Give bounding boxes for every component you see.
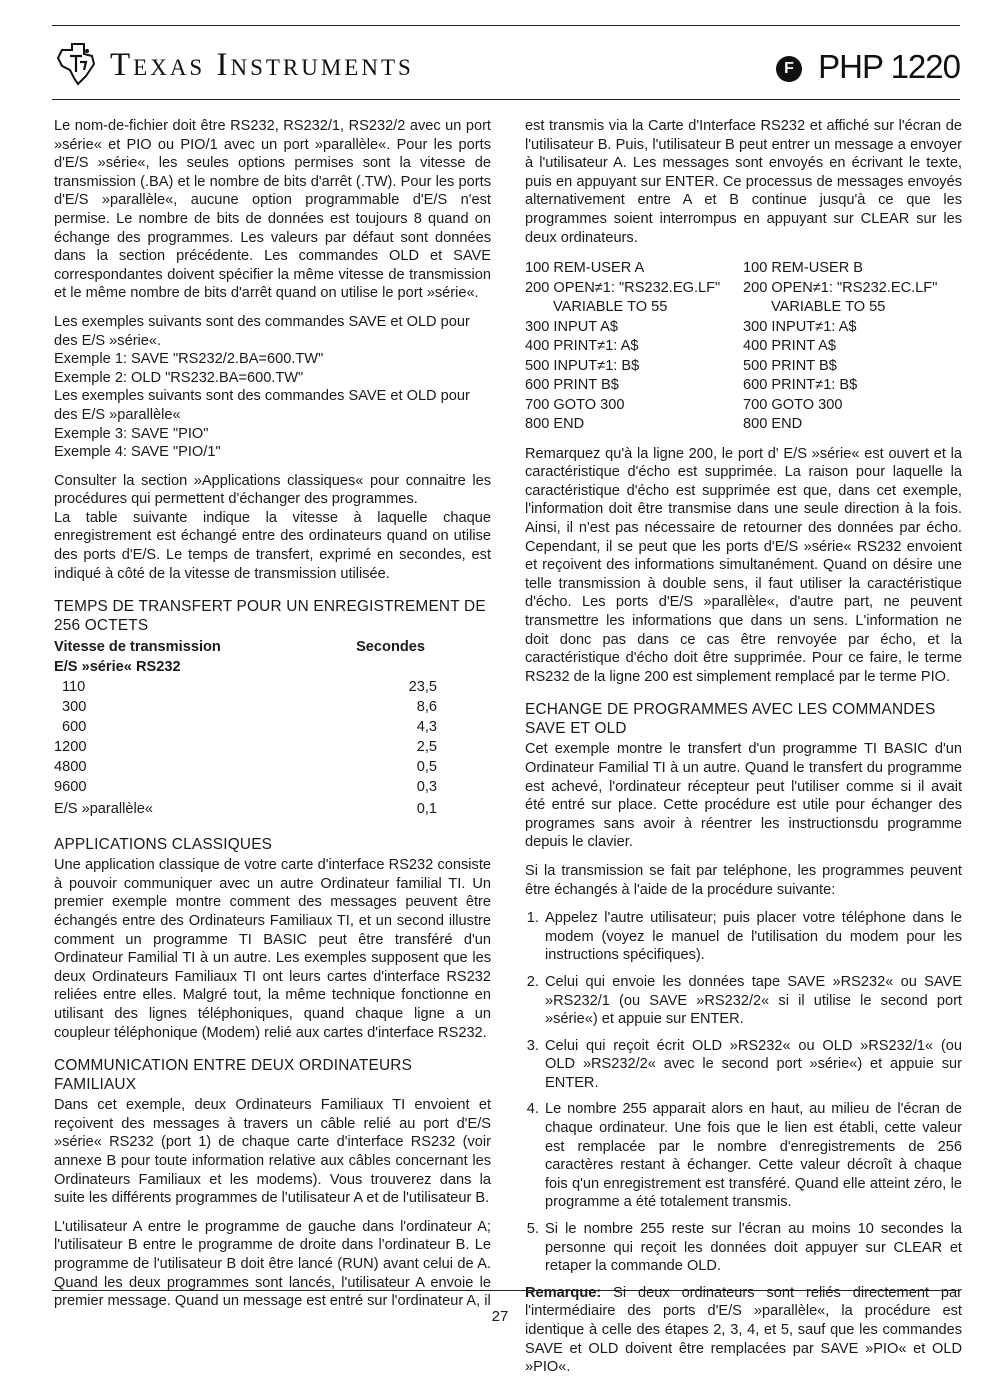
header-rule bbox=[52, 99, 960, 100]
table-cell: 1200 bbox=[54, 738, 87, 755]
example-line: Exemple 1: SAVE "RS232/2.BA=600.TW" bbox=[54, 351, 324, 368]
example-line: Exemple 2: OLD "RS232.BA=600.TW" bbox=[54, 369, 304, 386]
brand-name: Texas Instruments bbox=[110, 47, 414, 83]
program-a-line: VARIABLE TO 55 bbox=[553, 299, 668, 316]
table-cell: 110 bbox=[62, 678, 86, 695]
program-a-line: 200 OPEN≠1: "RS232.EG.LF" bbox=[525, 279, 721, 296]
table-cell: E/S »parallèle« bbox=[54, 800, 153, 817]
paragraph: Consulter la section »Applications classiques« pour connaitre les procédures qui permettent d'échanger des programmes. bbox=[54, 472, 491, 508]
paragraph: Remarquez qu'à la ligne 200, le port d' E/S »série« est ouvert et la caractéristique d'écho est supprimée. La raison pour laquelle la caractéristique d'écho est supprimée est que, dans cet exemple, l'information doit être transmise dans une seule direction à la fois. Ainsi, il n'est pas nécessaire de retourner des données par écho. Cependant, il se peut que les ports d'E/S »série« RS232 envoient et reçoivent des informations simultanément. Quand on désire une telle transmission à double sens, il faut utiliser la caractéristique d'écho. Les ports d'E/S »parallèle«, d'autre part, ne peuvent transmettre les informations que dans un sens. L'information ne doit donc pas dans ce cas être renvoyée par écho, et la caractéristique d'écho doit être supprimée. Pour ce faire, le terme RS232 de la ligne 200 est simplement remplacé par le terme PIO. bbox=[525, 445, 962, 685]
paragraph: Une application classique de votre carte d'interface RS232 consiste à pouvoir communiquer avec un autre Ordinateur familial TI. Un premier exemple montre comment des messages peuvent être échangés entre des Ordinateurs Familiaux TI, et un second illustre comment un programme TI BASIC peut être transféré d'un Ordinateur Familial TI à un autre. Les exemples supposent que les deux Ordinateurs Familiaux TI ont leurs cartes d'interface RS232 reliées entre elles. Malgré tout, la même technique fonctionne en utilisant des lignes téléphoniques, quand chaque ligne a un coupleur téléphonique (Modem) relié aux cartes d'interface RS232. bbox=[54, 857, 491, 1041]
list-item: 5. Si le nombre 255 reste sur l'écran au moins 10 secondes la personne qui reçoit les données doit appuyer sur CLEAR et retaper la commande OLD. bbox=[543, 1220, 962, 1276]
program-a-line: 100 REM-USER A bbox=[525, 260, 645, 277]
program-a-line: 400 PRINT≠1: A$ bbox=[525, 338, 639, 355]
list-item: 4. Le nombre 255 apparait alors en haut, au milieu de l'écran de chaque ordinateur. Une fois que le lien est établi, cette valeur est remplacée par le nombre d'enregistrements de 256 caractères restant à échanger. Cette valeur décroît à chaque fois q'un enregistrement est transféré. Quand elle atteint zéro, le programme a été totalement transmis. bbox=[543, 1100, 962, 1212]
right-column bbox=[525, 117, 962, 1387]
program-b-line: 300 INPUT≠1: A$ bbox=[743, 318, 857, 335]
ti-logo-icon bbox=[56, 42, 98, 86]
section-heading: APPLICATIONS CLASSIQUES bbox=[54, 836, 273, 854]
paragraph: Les exemples suivants sont des commandes SAVE et OLD pour des E/S »série«. bbox=[54, 313, 470, 349]
remark-paragraph bbox=[525, 1284, 962, 1377]
paragraph: Le nom-de-fichier doit être RS232, RS232/1, RS232/2 avec un port »série« et PIO ou PIO/1 avec un port »parallèle«. Pour les ports d'E/S »série«, les seules options permises sont la vitesse de transmission (.BA) et le nombre de bits d'arrêt (.TW). Pour les ports d'E/S »parallèle«, aucune option programmable d'E/S n'est permise. Le nombre de bits de données est toujours 8 quand on échange des programmes. Les valeurs par défaut sont données dans la section précédente. Les commandes OLD et SAVE correspondantes doivent spécifier la même vitesse de transmission et le même nombre de bits d'arrêt quand on utilise le port »série«. bbox=[54, 118, 491, 302]
list-item: 3. Celui qui reçoit écrit OLD »RS232« ou OLD »RS232/1« (ou OLD »RS232/2« avec le second port »série«) et appuie sur ENTER. bbox=[543, 1037, 962, 1093]
language-badge: F bbox=[776, 56, 802, 82]
paragraph: Cet exemple montre le transfert d'un programme TI BASIC d'un Ordinateur Familial TI à un autre. Quand le transfert du programme est achevé, l'ordinateur récepteur peut l'utiliser comme si il avait été entré sur place. Cette procédure est utile pour échanger des programes sans avoir à réentrer les instructionsdu programme depuis le clavier. bbox=[525, 741, 962, 851]
program-b-line: 500 PRINT B$ bbox=[743, 357, 837, 374]
section-heading: ECHANGE DE PROGRAMMES AVEC LES COMMANDES SAVE ET OLD bbox=[525, 701, 936, 738]
table-subheader: E/S »série« RS232 bbox=[54, 658, 181, 675]
paragraph: Les exemples suivants sont des commandes SAVE et OLD pour des E/S »parallèle« bbox=[54, 388, 470, 423]
program-a-line: 600 PRINT B$ bbox=[525, 377, 619, 394]
table-cell: 23,5 bbox=[408, 678, 437, 695]
table-cell: 9600 bbox=[54, 778, 87, 795]
paragraph: L'utilisateur A entre le programme de gauche dans l'ordinateur A; l'utilisateur B entre le programme de droite dans l'ordinateur B. Le programme de l'utilisateur B doit être lancé (RUN) avant celui de A. Quand les deux programmes sont lancés, l'utilisateur A envoie le premier message. Quand un message est entré sur l'ordinateur A, il bbox=[54, 1218, 491, 1310]
table-row bbox=[54, 797, 491, 821]
table-cell: 4,3 bbox=[416, 718, 437, 735]
table-cell: 600 bbox=[62, 718, 87, 735]
program-a-line: 800 END bbox=[525, 416, 585, 433]
table-row bbox=[54, 697, 491, 717]
table-row bbox=[54, 777, 491, 797]
program-b-line: 600 PRINT≠1: B$ bbox=[743, 377, 858, 394]
program-a-line: 500 INPUT≠1: B$ bbox=[525, 357, 640, 374]
footer-rule bbox=[52, 1290, 960, 1291]
paragraph: Dans cet exemple, deux Ordinateurs Familiaux TI envoient et reçoivent des messages à travers un câble relié au port d'E/S »série« RS232 (port 1) de chaque carte d'interface RS232 (voir annexe B pour toute information relative aux câbles concernant les Ordinateurs Familiaux et les modems). Vous trouverez dans la suite les différents programmes de l'utilisateur A et de l'utilisateur B. bbox=[54, 1097, 491, 1207]
table-cell: 0,1 bbox=[416, 800, 437, 817]
table-row bbox=[54, 717, 491, 737]
table-header: Vitesse de transmission bbox=[54, 638, 221, 655]
program-b-line: 200 OPEN≠1: "RS232.EC.LF" bbox=[743, 279, 938, 296]
remark-text: Si deux ordinateurs sont reliés directement par l'intermédiaire des ports d'E/S »parallèle«, la procédure est identique à celle des étapes 2, 3, 4, et 5, sauf que les commandes SAVE et OLD doivent être remplacées par SAVE »PIO« et OLD »PIO«. bbox=[525, 1284, 962, 1376]
table-row bbox=[54, 677, 491, 697]
program-b-line: 100 REM-USER B bbox=[743, 260, 864, 277]
table-cell: 0,3 bbox=[416, 778, 437, 795]
procedure-steps bbox=[525, 909, 962, 1276]
section-heading: TEMPS DE TRANSFERT POUR UN ENREGISTREMENT DE 256 OCTETS bbox=[54, 598, 486, 635]
program-b-line: 800 END bbox=[743, 416, 803, 433]
model-number: PHP 1220 bbox=[818, 48, 960, 85]
table-cell: 8,6 bbox=[416, 698, 437, 715]
program-b-line: VARIABLE TO 55 bbox=[771, 299, 886, 316]
example-line: Exemple 4: SAVE "PIO/1" bbox=[54, 444, 221, 461]
list-item: 2. Celui qui envoie les données tape SAVE »RS232« ou SAVE »RS232/1 (ou SAVE »RS232/2« si il utilise le second port »série«) et appuie sur ENTER. bbox=[543, 973, 962, 1029]
list-item: 1. Appelez l'autre utilisateur; puis placer votre téléphone dans le modem (voyez le manuel de l'utilisation du modem pour les instructions spécifiques). bbox=[543, 909, 962, 965]
table-cell: 0,5 bbox=[416, 758, 437, 775]
left-column bbox=[54, 117, 491, 1321]
program-b-line: 400 PRINT A$ bbox=[743, 338, 837, 355]
table-row bbox=[54, 737, 491, 757]
top-rule bbox=[52, 25, 960, 26]
paragraph: est transmis via la Carte d'Interface RS232 et affiché sur l'écran de l'utilisateur B. Puis, l'utilisateur B peut entrer un message a envoyer à l'utilisateur A. Les messages sont envoyés en écrivant le texte, puis en appuyant sur ENTER. Ce processus de messages envoyés alternativement entre A et B continue jusqu'à ce que les programmes soient interrompus en appuyant sur CLEAR sur les deux ordinateurs. bbox=[525, 118, 962, 246]
program-b-line: 700 GOTO 300 bbox=[743, 396, 843, 413]
section-heading: COMMUNICATION ENTRE DEUX ORDINATEURS FAMILIAUX bbox=[54, 1057, 413, 1094]
program-a-line: 700 GOTO 300 bbox=[525, 396, 625, 413]
paragraph: La table suivante indique la vitesse à laquelle chaque enregistrement est échangé entre des ordinateurs quand on utilise des ports d'E/S. Le temps de transfert, exprimé en secondes, est indiqué à côté de la vitesse de transmission utilisée. bbox=[54, 509, 491, 582]
table-cell: 300 bbox=[62, 698, 87, 715]
transfer-time-table bbox=[54, 637, 491, 821]
table-row bbox=[54, 757, 491, 777]
table-cell: 2,5 bbox=[416, 738, 437, 755]
table-cell: 4800 bbox=[54, 758, 87, 775]
page-header bbox=[52, 30, 960, 96]
paragraph: Si la transmission se fait par teléphone, les programmes peuvent être échangés à l'aide de la procédure suivante: bbox=[525, 862, 962, 898]
example-line: Exemple 3: SAVE "PIO" bbox=[54, 425, 209, 442]
remark-label: Remarque: bbox=[525, 1284, 602, 1301]
page-number: 27 bbox=[491, 1308, 509, 1325]
table-header: Secondes bbox=[356, 638, 426, 655]
program-a-line: 300 INPUT A$ bbox=[525, 318, 619, 335]
program-listings bbox=[525, 259, 962, 435]
